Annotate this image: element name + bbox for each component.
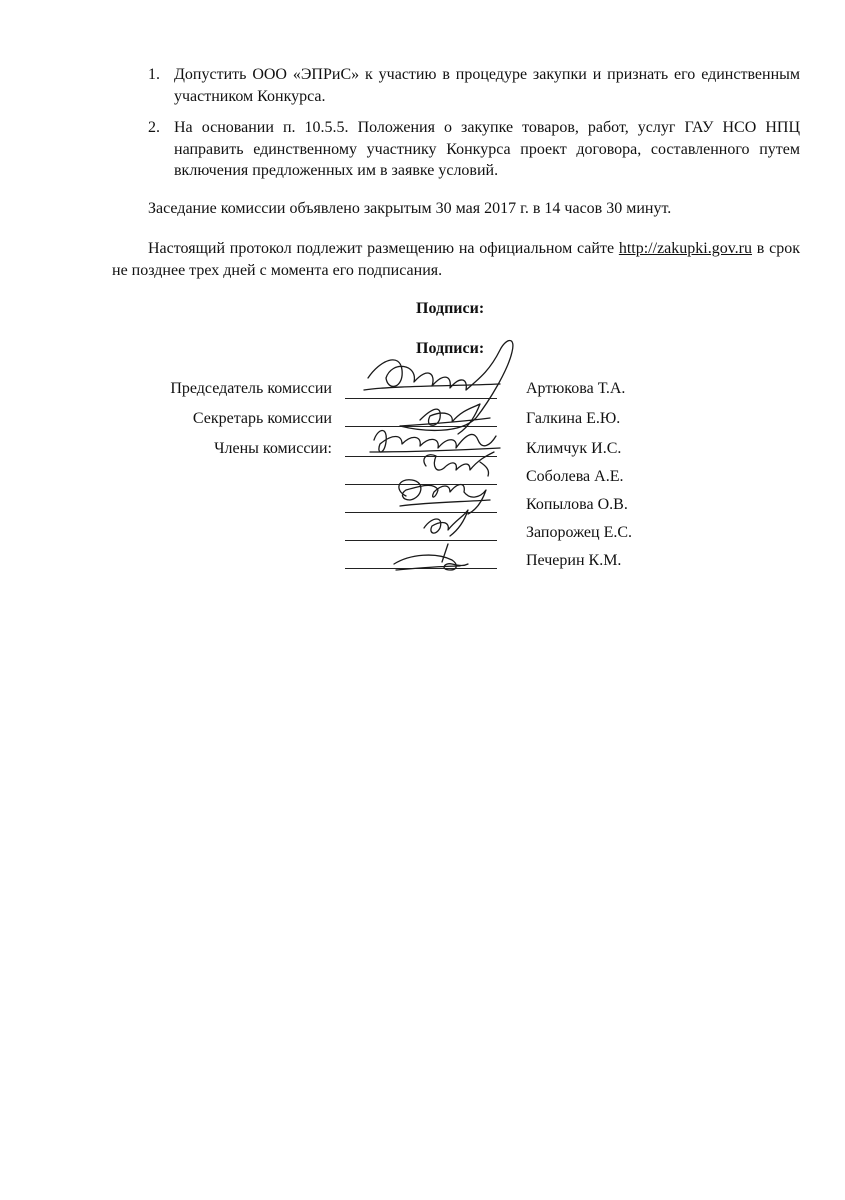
decision-item <box>148 64 800 107</box>
publication-text-after: в срок не позднее трех дней с момента его подписания. <box>112 240 800 279</box>
role-secretary: Секретарь комиссии <box>192 410 332 427</box>
decision-list <box>148 64 800 192</box>
decision-item <box>148 117 800 182</box>
signatures-heading: Подписи: <box>416 300 485 317</box>
signatory-name: Соболева А.Е. <box>526 468 624 485</box>
zakupki-link[interactable]: http://zakupki.gov.ru <box>618 240 753 257</box>
signature-member-4 <box>424 510 468 536</box>
handwritten-signatures <box>340 330 530 580</box>
decision-text: Допустить ООО «ЭПРиС» к участию в процедуре закупки и признать его единственным участником Конкурса. <box>174 66 800 105</box>
signatory-name: Печерин К.М. <box>526 552 622 569</box>
signatory-name: Запорожец Е.С. <box>526 524 633 541</box>
signature-member-5 <box>394 544 468 570</box>
signature-member-2 <box>424 452 494 476</box>
signatory-name: Галкина Е.Ю. <box>526 410 621 427</box>
signatory-name: Копылова О.В. <box>526 496 628 513</box>
closing-statement: Заседание комиссии объявлено закрытым 30 мая 2017 г. в 14 часов 30 минут. <box>148 200 672 217</box>
role-chairman: Председатель комиссии <box>170 380 332 397</box>
decision-text: На основании п. 10.5.5. Положения о закупке товаров, работ, услуг ГАУ НСО НПЦ направить единственному участнику Конкурса проект договора, составленного путем включения предложенных им в заявке условий. <box>174 119 800 180</box>
signatory-name: Артюкова Т.А. <box>526 380 626 397</box>
signature-member-3 <box>399 480 486 514</box>
role-members: Члены комиссии: <box>214 440 332 457</box>
decision-number: 1. <box>148 66 160 83</box>
decision-number: 2. <box>148 119 160 137</box>
publication-text-before: Настоящий протокол подлежит размещению на официальном сайте <box>148 240 619 257</box>
signatory-name: Климчук И.С. <box>526 440 622 457</box>
publication-notice <box>112 238 800 281</box>
signatures-heading-stamped: Подписи: <box>416 340 485 357</box>
